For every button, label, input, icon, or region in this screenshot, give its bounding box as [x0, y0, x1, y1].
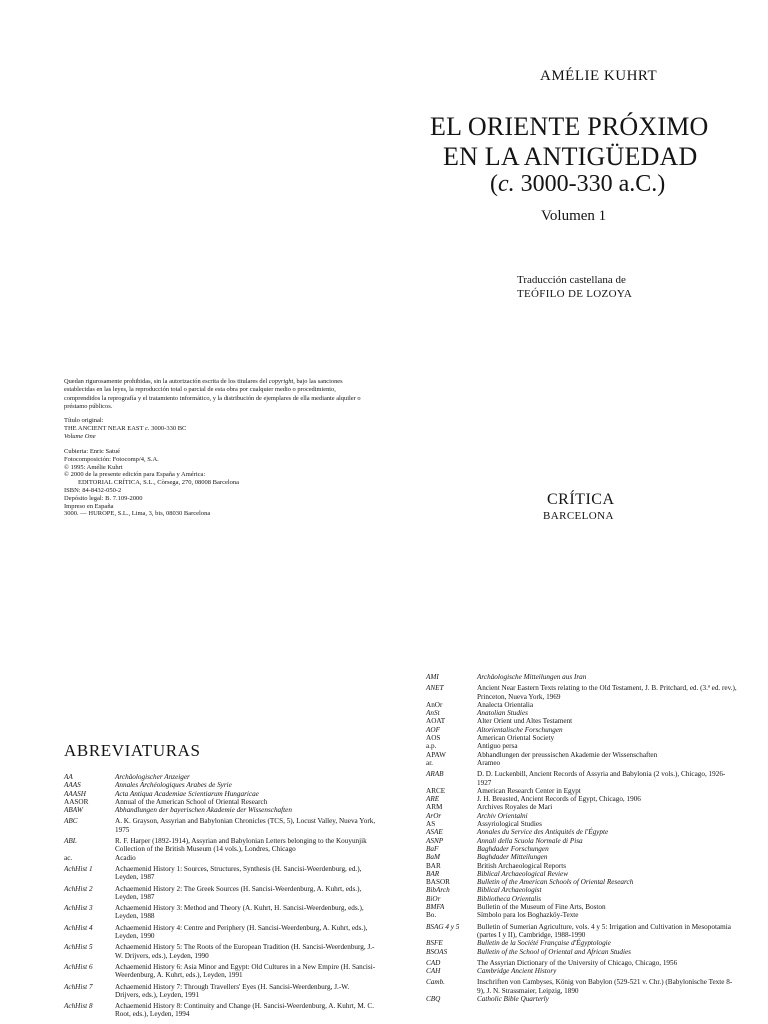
abbreviation-expansion: Antiguo persa — [477, 742, 518, 751]
abbreviation-key: BASOR — [426, 878, 450, 887]
abbreviation-entry — [426, 886, 738, 894]
abbreviation-entry — [426, 967, 738, 975]
author-name: AMÉLIE KUHRT — [540, 68, 658, 84]
abbreviation-entry — [426, 812, 738, 820]
abbreviation-key: BibArch — [426, 886, 450, 895]
notice-part-1: Quedan rigurosamente prohibidas, sin la autorización escrita de los titulares del — [64, 378, 269, 385]
abbreviation-expansion: American Research Center in Egypt — [477, 786, 581, 795]
isbn: ISBN: 84-8432-050-2 — [64, 486, 122, 494]
abbreviations-heading: ABREVIATURAS — [64, 741, 201, 760]
book-title-dates — [490, 171, 665, 198]
abbreviation-entry — [64, 781, 376, 789]
abbreviation-expansion: J. H. Breasted, Ancient Records of Egypt, Chicago, 1906 — [477, 795, 641, 804]
abbreviation-expansion: Annales du Service des Antiquités de l'Égypte — [477, 828, 609, 837]
copyright-notice — [64, 378, 364, 412]
credits-block — [64, 448, 239, 518]
abbreviation-key: ABC — [64, 817, 78, 826]
abbreviation-key: AchHist 8 — [64, 1002, 93, 1011]
abbreviation-key: ARAB — [426, 770, 444, 779]
abbreviation-expansion: Annali della Scuola Normale di Pisa — [477, 836, 583, 845]
abbreviation-expansion: Archiv Orientalni — [477, 811, 528, 820]
volume-label: Volumen 1 — [541, 208, 607, 224]
abbreviation-key: AchHist 3 — [64, 904, 93, 913]
abbreviation-key: ANET — [426, 684, 444, 693]
abbreviation-key: AnSt — [426, 709, 440, 718]
abbreviation-expansion: Símbolo para los Boghazköy-Texte — [477, 911, 579, 920]
abbreviation-expansion: Achaemenid History 1: Sources, Structures, Synthesis (H. Sancisi-Weerdenburg, ed.), Leyden, 1987 — [115, 864, 362, 882]
abbreviation-expansion: Annual of the American School of Oriental Research — [115, 797, 268, 806]
abbreviation-key: BSOAS — [426, 947, 448, 956]
typesetting-credit: Fotocomposición: Fotocomp/4, S.A. — [64, 455, 159, 463]
publisher-city: BARCELONA — [543, 510, 614, 522]
translation-label: Traducción castellana de — [517, 274, 626, 286]
abbreviation-key: AMI — [426, 673, 439, 681]
abbreviation-entry — [426, 742, 738, 750]
abbreviation-entry — [426, 701, 738, 709]
abbreviation-entry — [426, 673, 738, 681]
abbreviation-expansion: Anatolian Studies — [477, 709, 528, 718]
abbreviation-key: CAH — [426, 967, 441, 976]
cover-credit: Cubierta: Enric Satué — [64, 448, 120, 455]
abbreviation-expansion: Biblical Archaeologist — [477, 886, 542, 895]
abbreviations-right-column — [426, 673, 738, 1003]
abbreviation-key: AOAT — [426, 717, 446, 726]
abbreviation-expansion: Altorientalische Forschungen — [477, 725, 563, 734]
abbreviation-expansion: Bulletin of the American Schools of Oriental Research — [477, 878, 634, 887]
abbreviation-key: ar. — [426, 758, 433, 767]
abbreviation-entry — [64, 798, 376, 806]
abbreviation-entry — [64, 924, 376, 941]
abbreviation-expansion: A. K. Grayson, Assyrian and Babylonian Chronicles (TCS, 5), Locust Valley, Nueva York, 1975 — [115, 817, 376, 834]
abbreviation-key: AAAS — [64, 781, 81, 790]
abbreviation-expansion: Achaemenid History 6: Asia Minor and Egypt: Old Cultures in a New Empire (H. Sancisi-Weerdenburg, A. Kuhrt, eds.), Leyden, 1991 — [115, 962, 376, 980]
abbreviation-expansion: Ancient Near Eastern Texts relating to the Old Testament, J. B. Pritchard, ed. (3.ª ed. rev.), Princeton, Nueva York, 1969 — [477, 684, 737, 701]
original-title-block — [64, 417, 186, 440]
abbreviation-key: Camb. — [426, 978, 445, 987]
abbreviation-entry — [426, 795, 738, 803]
abbreviation-entry — [426, 878, 738, 886]
abbreviation-key: BaF — [426, 844, 439, 853]
abbreviation-expansion: Baghdader Forschungen — [477, 844, 549, 853]
abbreviation-expansion: Achaemenid History 4: Centre and Periphery (H. Sancisi-Weerdenburg, A. Kuhrt, eds.), Leyden, 1990 — [115, 923, 368, 941]
abbreviation-expansion: Abhandlungen der preussischen Akademie der Wissenschaften — [477, 750, 658, 759]
copyright-author: © 1995: Amélie Kuhrt — [64, 463, 123, 471]
abbreviation-entry — [64, 773, 376, 781]
abbreviation-expansion: Arameo — [477, 758, 501, 767]
abbreviation-key: BSFE — [426, 939, 443, 948]
abbreviation-key: APAW — [426, 750, 446, 759]
abbreviation-expansion: D. D. Luckenbill, Ancient Records of Assyria and Babylonia (2 vols.), Chicago, 1926-1927 — [477, 770, 726, 787]
abbreviation-entry — [426, 903, 738, 911]
abbreviation-expansion: Achaemenid History 3: Method and Theory (A. Kuhrt, H. Sancisi-Weerdenburg, eds.), Leyden, 1988 — [115, 904, 364, 921]
abbreviation-entry — [426, 895, 738, 903]
abbreviation-entry — [426, 734, 738, 742]
abbreviation-entry — [426, 862, 738, 870]
abbreviation-entry — [426, 787, 738, 795]
abbreviation-key: a.p. — [426, 742, 437, 751]
abbreviation-entry — [426, 803, 738, 811]
abbreviation-expansion: Cambridge Ancient History — [477, 967, 557, 976]
publisher-name: CRÍTICA — [547, 491, 615, 508]
abbreviation-entry — [64, 963, 376, 980]
copyright-edition: © 2000 de la presente edición para España y América: — [64, 471, 206, 479]
printed-in: Impreso en España — [64, 502, 114, 510]
abbreviation-expansion: British Archaeological Reports — [477, 861, 567, 870]
abbreviation-key: BaM — [426, 853, 440, 862]
abbreviation-expansion: Abhandlungen der bayerischen Akademie der Wissenschaften — [115, 806, 292, 815]
abbreviation-expansion: Alter Orient und Altes Testament — [477, 717, 573, 726]
abbreviation-key: AchHist 4 — [64, 923, 93, 932]
abbreviation-entry — [64, 865, 376, 882]
abbreviation-entry — [64, 790, 376, 798]
abbreviation-expansion: Assyriological Studies — [477, 820, 542, 829]
abbreviation-key: AOS — [426, 734, 441, 743]
abbreviation-key: AchHist 5 — [64, 943, 93, 952]
abbreviation-expansion: Baghdader Mitteilungen — [477, 853, 548, 862]
abbreviation-expansion: Archäologischer Anzeiger — [115, 773, 190, 781]
abbreviation-key: CBQ — [426, 994, 441, 1003]
abbreviation-key: AchHist 6 — [64, 962, 93, 971]
abbreviation-key: AOF — [426, 725, 440, 734]
book-title-line-2: EN LA ANTIGÜEDAD — [443, 142, 698, 171]
abbreviation-expansion: Inschriften von Cambyses, König von Babylon (529-521 v. Chr.) (Babylonische Texte 8-9), J. N. Strassmaier, Leipzig, 1890 — [477, 978, 733, 995]
abbreviation-expansion: Annales Archéologiques Arabes de Syrie — [115, 781, 232, 790]
abbreviation-entry — [64, 806, 376, 814]
abbreviation-entry — [426, 923, 738, 940]
abbreviation-entry — [426, 978, 738, 995]
abbreviation-entry — [426, 828, 738, 836]
abbreviation-entry — [426, 845, 738, 853]
original-title-part-1: THE ANCIENT NEAR EAST — [64, 424, 146, 432]
book-title-line-1: EL ORIENTE PRÓXIMO — [430, 112, 709, 141]
abbreviation-entry — [426, 939, 738, 947]
abbreviation-key: CAD — [426, 958, 441, 967]
abbreviation-expansion: Archäologische Mitteilungen aus Iran — [477, 673, 587, 681]
abbreviation-entry — [426, 770, 738, 787]
original-title — [64, 425, 186, 433]
original-volume: Volume One — [64, 432, 96, 440]
abbreviation-key: ac. — [64, 853, 73, 862]
abbreviation-expansion: Achaemenid History 7: Through Travellers' Eyes (H. Sancisi-Weerdenburg, J.-W. Drijvers, eds.), Leyden, 1991 — [115, 982, 350, 999]
abbreviation-key: ABAW — [64, 806, 83, 815]
abbreviation-key: ARCE — [426, 786, 446, 795]
abbreviation-expansion: Analecta Orientalia — [477, 700, 534, 709]
legal-deposit: Depósito legal: B. 7.109-2000 — [64, 494, 143, 502]
dates-open: ( — [490, 171, 498, 197]
abbreviation-key: ASNP — [426, 836, 444, 845]
abbreviations-left-column — [64, 773, 376, 1019]
publisher-address: EDITORIAL CRÍTICA, S.L., Còrsega, 270, 08008 Barcelona — [78, 479, 240, 487]
abbreviation-key: BiOr — [426, 894, 441, 903]
dates-circa: c. — [498, 171, 515, 197]
abbreviation-entry — [426, 726, 738, 734]
abbreviation-expansion: R. F. Harper (1892-1914), Assyrian and Babylonian Letters belonging to the Kouyunjik Collection of the British Museum (14 vols.), Londres, Chicago — [115, 837, 367, 854]
abbreviation-expansion: The Assyrian Dictionary of the University of Chicago, Chicago, 1956 — [477, 958, 678, 967]
dates-range: 3000-330 a.C.) — [514, 171, 666, 197]
notice-copyright-word: copyright, — [268, 378, 295, 385]
abbreviation-entry — [426, 759, 738, 767]
abbreviation-expansion: Archives Royales de Mari — [477, 803, 553, 812]
abbreviation-expansion: Bulletin de la Société Française d'Égyptologie — [477, 939, 611, 948]
abbreviation-entry — [64, 904, 376, 921]
abbreviation-expansion: American Oriental Society — [477, 734, 555, 743]
abbreviation-key: AchHist 7 — [64, 982, 93, 991]
abbreviation-entry — [64, 837, 376, 854]
abbreviation-key: AS — [426, 820, 436, 829]
abbreviation-key: AchHist 1 — [64, 864, 93, 873]
abbreviation-key: ArOr — [426, 811, 442, 820]
abbreviation-expansion: Catholic Bible Quarterly — [477, 994, 549, 1003]
abbreviation-key: BAR — [426, 869, 440, 878]
abbreviation-key: Bo. — [426, 911, 437, 920]
printer: 3000. — HUROPE, S.L., Lima, 3, bis, 08030 Barcelona — [64, 510, 211, 518]
translator-name: TEÓFILO DE LOZOYA — [517, 288, 633, 300]
abbreviation-expansion: Bulletin of the Museum of Fine Arts, Boston — [477, 903, 606, 912]
abbreviation-key: AnOr — [426, 700, 443, 709]
abbreviation-key: AAASH — [64, 789, 86, 798]
abbreviation-expansion: Achaemenid History 2: The Greek Sources (H. Sancisi-Weerdenburg, A. Kuhrt, eds.), Leyden, 1987 — [115, 884, 362, 901]
abbreviation-entry — [426, 717, 738, 725]
abbreviation-key: ASAE — [426, 828, 443, 837]
abbreviation-entry — [426, 995, 738, 1003]
abbreviation-entry — [426, 853, 738, 861]
abbreviation-entry — [64, 1002, 376, 1019]
abbreviation-entry — [64, 885, 376, 902]
original-title-circa: c. — [145, 424, 150, 432]
abbreviation-entry — [426, 911, 738, 919]
abbreviation-entry — [426, 684, 738, 701]
abbreviation-entry — [64, 854, 376, 862]
abbreviation-expansion: Bulletin of Sumerian Agriculture, vols. 4 y 5: Irrigation and Cultivation in Mesopotamia (partes I y II), Cambridge, 1988-1990 — [477, 922, 731, 939]
abbreviation-entry — [64, 943, 376, 960]
abbreviation-entry — [426, 709, 738, 717]
abbreviation-key: AASOR — [64, 797, 89, 806]
abbreviation-expansion: Biblical Archaeological Review — [477, 869, 569, 878]
notice-part-2: bajo las sanciones establecidas en las leyes, la reproducción total o parcial de esta obra por cualquier medio o procedimiento, comprendidos la reprografía y el tratamiento informático, y la distribución de ejemplares de ella mediante alquiler o préstamo públicos. — [64, 378, 361, 411]
abbreviation-key: BMFA — [426, 903, 445, 912]
abbreviation-entry — [426, 959, 738, 967]
abbreviation-key: ARM — [426, 803, 443, 812]
abbreviation-entry — [426, 837, 738, 845]
abbreviation-key: ARE — [426, 795, 440, 804]
abbreviation-entry — [426, 751, 738, 759]
abbreviation-key: ABL — [64, 837, 77, 846]
abbreviation-expansion: Bulletin of the School of Oriental and African Studies — [477, 947, 631, 956]
abbreviation-key: BAR — [426, 861, 441, 870]
abbreviation-key: BSAG 4 y 5 — [426, 922, 460, 931]
abbreviation-entry — [426, 870, 738, 878]
abbreviation-expansion: Bibliotheca Orientalis — [477, 894, 542, 903]
abbreviation-entry — [426, 948, 738, 956]
abbreviation-entry — [64, 983, 376, 1000]
original-title-label: Título original: — [64, 417, 104, 424]
abbreviation-expansion: Acadio — [115, 853, 136, 862]
abbreviation-expansion: Achaemenid History 5: The Roots of the European Tradition (H. Sancisi-Weerdenburg, J.-W. Drijvers, eds.), Leyden, 1990 — [115, 943, 375, 960]
abbreviation-entry — [64, 817, 376, 834]
abbreviation-key: AchHist 2 — [64, 884, 93, 893]
abbreviation-expansion: Achaemenid History 8: Continuity and Change (H. Sancisi-Weerdenburg, A. Kuhrt, M. C. Root, eds.), Leyden, 1994 — [115, 1002, 374, 1019]
original-title-part-2: 3000-330 BC — [149, 424, 187, 432]
abbreviation-key: AA — [64, 773, 73, 781]
abbreviation-expansion: Acta Antiqua Academiae Scientiarum Hungaricae — [115, 789, 259, 798]
